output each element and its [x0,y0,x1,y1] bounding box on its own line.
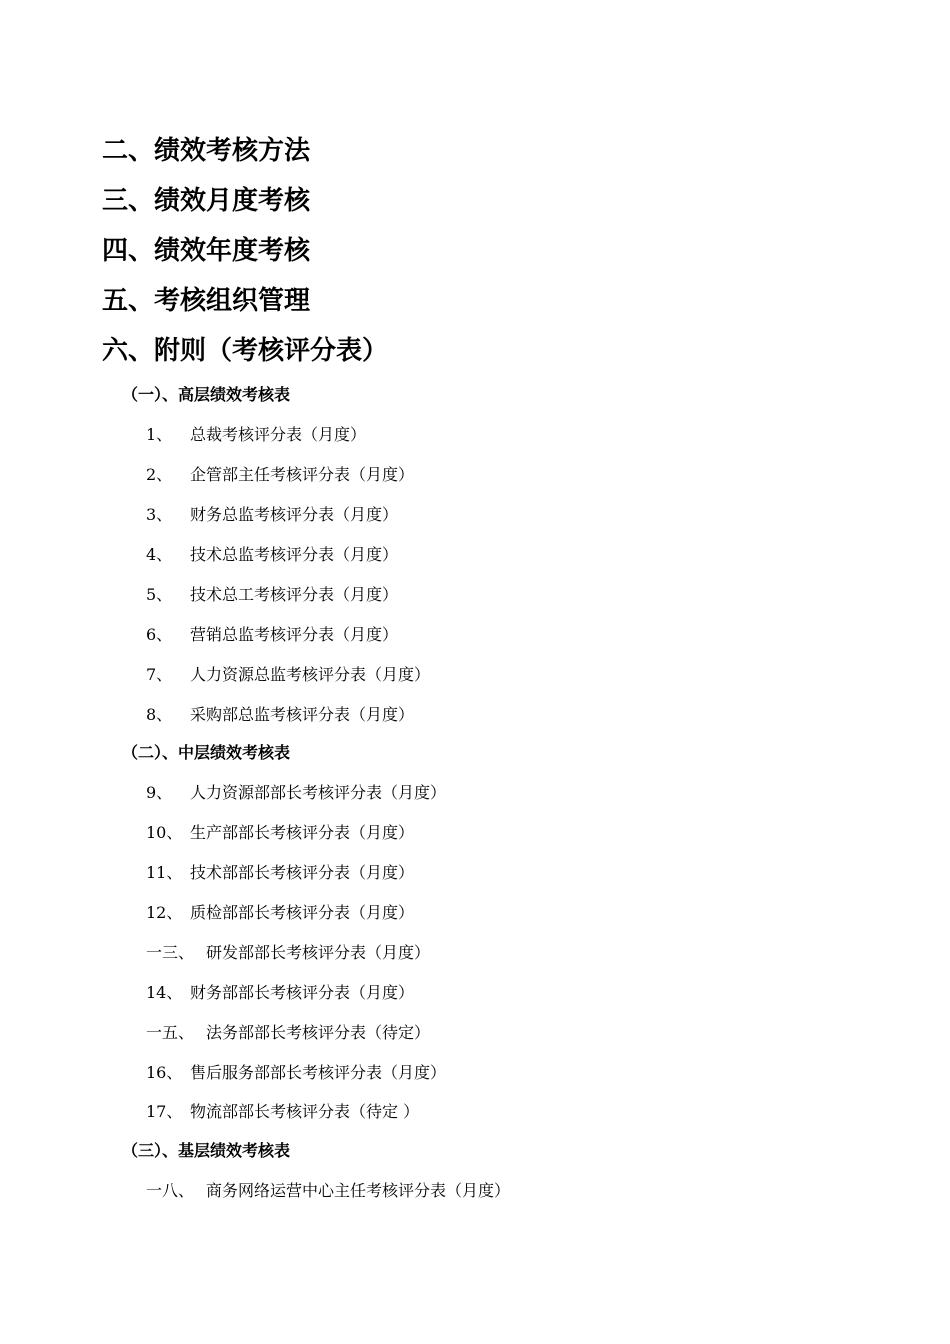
item-number: 3、 [146,505,173,524]
list-item [146,544,398,566]
list-item [146,902,414,924]
heading-monthly-assessment: 三、绩效月度考核 [102,186,311,216]
list-item [146,782,446,804]
item-text: 售后服务部部长考核评分表（月度） [190,1063,447,1082]
item-text: 采购部总监考核评分表（月度） [190,705,415,724]
item-number: 12、 [146,903,183,922]
item-text: 人力资源总监考核评分表（月度） [190,665,431,684]
item-number: 一三、 [146,943,195,962]
list-item [146,584,398,606]
heading-assessment-management: 五、考核组织管理 [102,286,311,316]
list-item [146,1062,446,1084]
section-title-basic: （三）、基层绩效考核表 [122,1141,291,1160]
item-text: 人力资源部部长考核评分表（月度） [190,783,447,802]
list-item [146,664,430,686]
item-text: 营销总监考核评分表（月度） [190,625,399,644]
list-item [146,1022,430,1044]
list-item [146,504,398,526]
heading-performance-method: 二、绩效考核方法 [102,136,311,166]
item-text: 物流部部长考核评分表（待定 ） [190,1102,420,1121]
item-number: 一五、 [146,1023,195,1042]
item-number: 5、 [146,585,173,604]
item-text: 财务部部长考核评分表（月度） [190,983,415,1002]
item-number: 4、 [146,545,173,564]
item-text: 商务网络运营中心主任考核评分表（月度） [206,1181,511,1200]
item-text: 财务总监考核评分表（月度） [190,505,399,524]
item-number: 1、 [146,425,173,444]
item-text: 技术部部长考核评分表（月度） [190,863,415,882]
item-text: 总裁考核评分表（月度） [190,425,367,444]
item-text: 生产部部长考核评分表（月度） [190,823,415,842]
list-item [146,464,414,486]
list-item [146,624,398,646]
item-number: 6、 [146,625,173,644]
section-title-middle: （二）、中层绩效考核表 [122,743,291,762]
item-text: 研发部部长考核评分表（月度） [206,943,431,962]
item-text: 技术总工考核评分表（月度） [190,585,399,604]
list-item [146,862,414,884]
item-number: 11、 [146,863,183,882]
item-number: 14、 [146,983,183,1002]
item-number: 10、 [146,823,183,842]
list-item [146,942,430,964]
list-item [146,704,414,726]
list-item [146,1180,510,1202]
item-number: 一八、 [146,1181,195,1200]
heading-appendix: 六、附则（考核评分表） [102,336,389,366]
item-text: 法务部部长考核评分表（待定） [206,1023,431,1042]
item-number: 7、 [146,665,173,684]
list-item [146,1101,419,1123]
item-number: 9、 [146,783,173,802]
heading-annual-assessment: 四、绩效年度考核 [102,236,311,266]
list-item [146,822,414,844]
item-text: 质检部部长考核评分表（月度） [190,903,415,922]
item-number: 2、 [146,465,173,484]
list-item [146,424,366,446]
item-number: 8、 [146,705,173,724]
list-item [146,982,414,1004]
item-text: 技术总监考核评分表（月度） [190,545,399,564]
item-number: 16、 [146,1063,183,1082]
item-text: 企管部主任考核评分表（月度） [190,465,415,484]
item-number: 17、 [146,1102,183,1121]
section-title-senior: （一）、高层绩效考核表 [122,385,291,404]
